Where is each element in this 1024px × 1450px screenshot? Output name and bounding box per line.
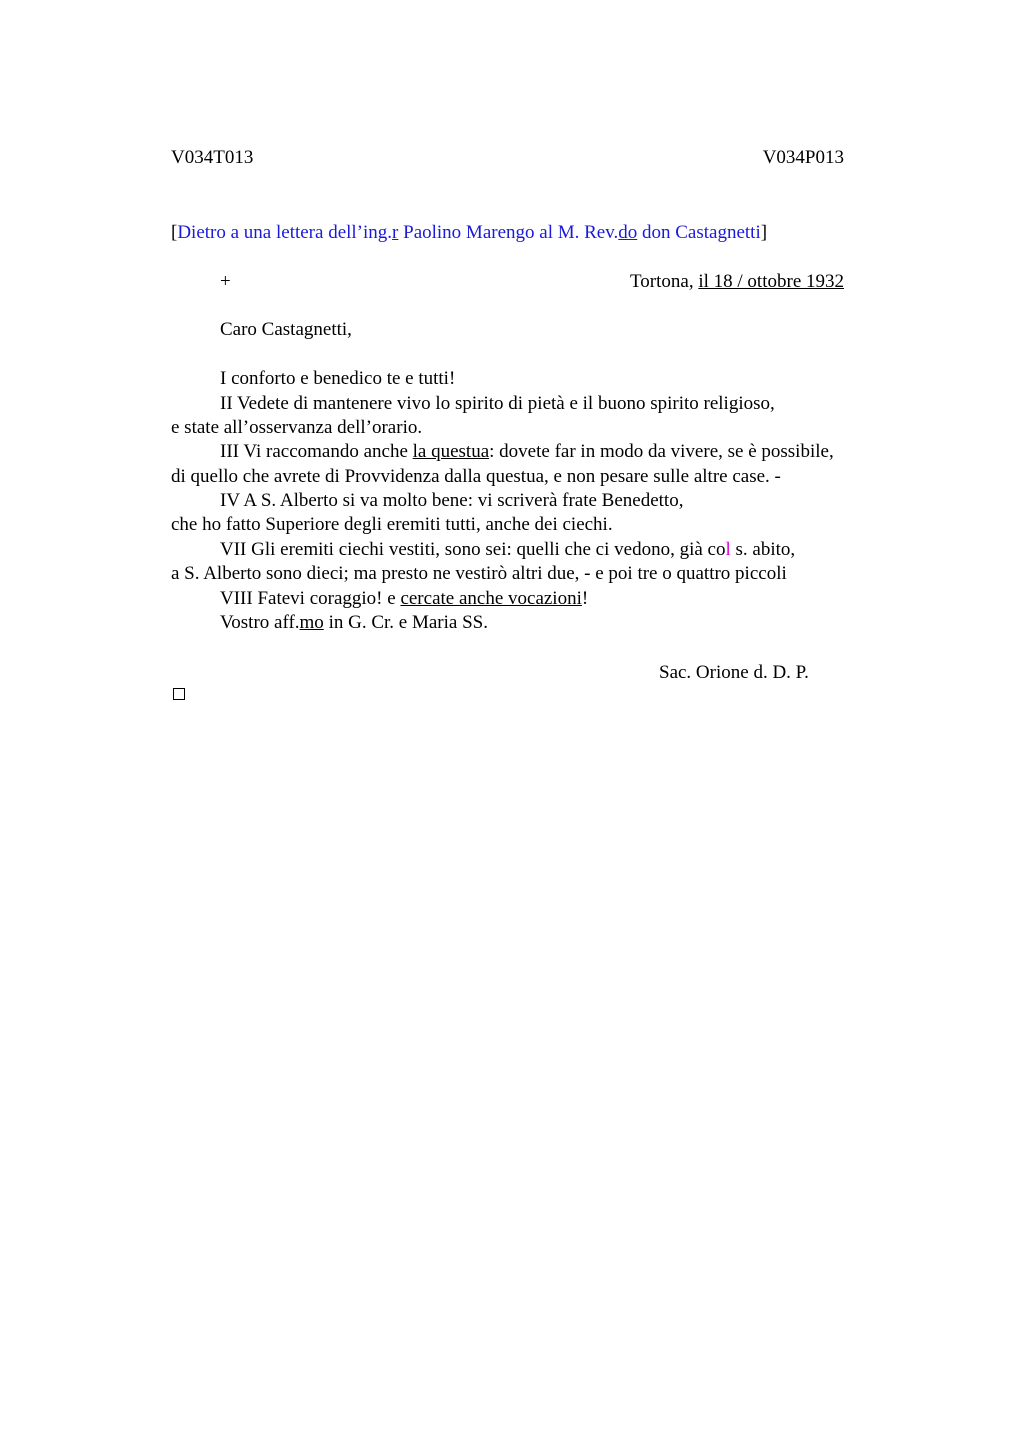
- body-text: !: [581, 588, 589, 609]
- body-line: II Vedete di mantenere vivo lo spirito di pietà e il buono spirito religioso,: [220, 393, 775, 414]
- note-superscript-1: r: [392, 222, 399, 243]
- note-text-1: Dietro a una lettera dell’ing.: [177, 222, 393, 243]
- body-text: VIII Fatevi coraggio! e: [220, 588, 401, 609]
- body-line: [171, 538, 795, 562]
- document-code-left: V034T013: [171, 147, 254, 168]
- date-value: il 18 / ottobre 1932: [698, 271, 844, 292]
- signature: Sac. Orione d. D. P.: [659, 662, 809, 683]
- body-line: a S. Alberto sono dieci; ma presto ne vestirò altri due, - e poi tre o quattro piccoli: [171, 563, 787, 584]
- body-line: IV A S. Alberto si va molto bene: vi scriverà frate Benedetto,: [220, 490, 684, 511]
- salutation: Caro Castagnetti,: [220, 319, 352, 340]
- body-line: [171, 440, 834, 464]
- body-line: [171, 587, 588, 611]
- body-line: e state all’osservanza dell’orario.: [171, 417, 423, 438]
- note-close-bracket: ]: [760, 222, 768, 243]
- note-superscript-2: do: [618, 222, 638, 243]
- highlighted-letter: l: [725, 539, 731, 560]
- body-text: Vostro aff.: [220, 612, 300, 633]
- note-text-2: Paolino Marengo al M. Rev.: [398, 222, 619, 243]
- cross-symbol: +: [220, 271, 231, 292]
- end-square-icon: [173, 688, 185, 700]
- closing-line: [171, 611, 488, 635]
- body-text: : dovete far in modo da vivere, se è possibile,: [489, 441, 834, 462]
- body-text: III Vi raccomando anche: [220, 441, 413, 462]
- body-line: I conforto e benedico te e tutti!: [220, 368, 456, 389]
- editorial-note: [171, 221, 767, 245]
- body-text: s. abito,: [730, 539, 796, 560]
- note-open-bracket: [: [171, 222, 178, 243]
- document-code-right: V034P013: [762, 147, 844, 168]
- underlined-text: la questua: [412, 441, 490, 462]
- body-line: che ho fatto Superiore degli eremiti tutti, anche dei ciechi.: [171, 514, 613, 535]
- underlined-text: cercate anche vocazioni: [400, 588, 582, 609]
- date-place: Tortona,: [630, 271, 699, 292]
- body-text: VII Gli eremiti ciechi vestiti, sono sei: quelli che ci vedono, già co: [220, 539, 726, 560]
- body-line: di quello che avrete di Provvidenza dalla questua, e non pesare sulle altre case. -: [171, 466, 781, 487]
- letter-date: [630, 270, 844, 294]
- underlined-text: mo: [299, 612, 324, 633]
- body-text: in G. Cr. e Maria SS.: [323, 612, 488, 633]
- note-text-3: don Castagnetti: [637, 222, 761, 243]
